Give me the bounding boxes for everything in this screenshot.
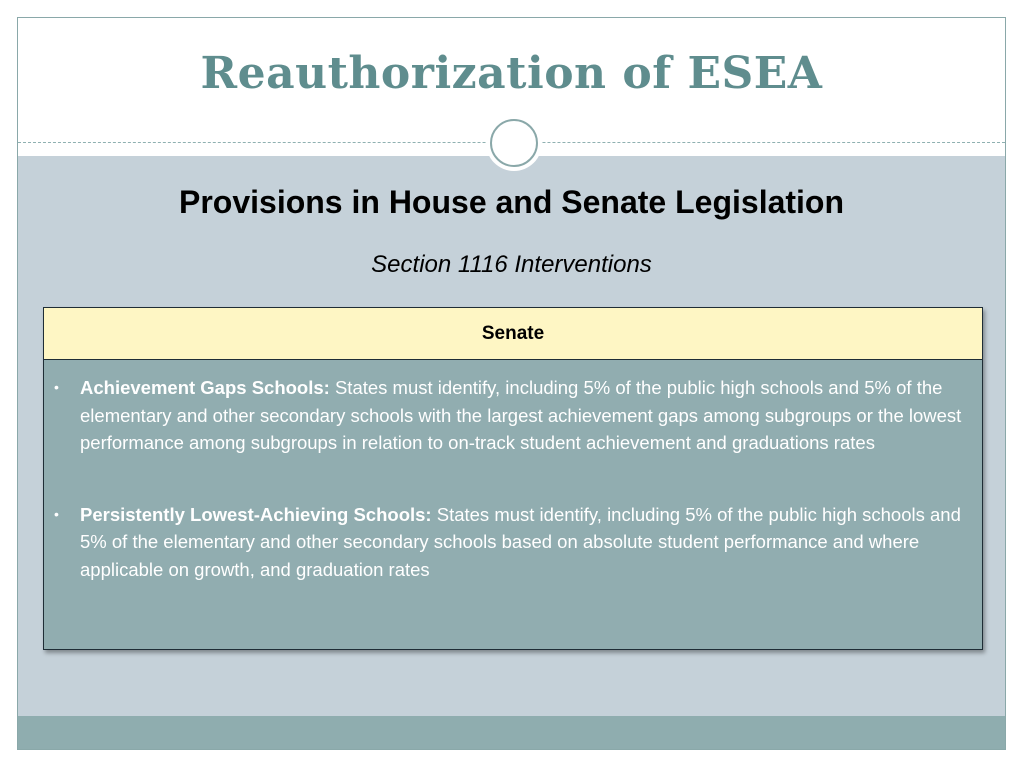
item-text: States must identify, including 5% of the public high schools and 5% of the elementary and other secondary schools based on absolute student performance and where applicable on growth, and graduation rates [80,503,961,580]
bullet-icon: • [54,379,59,395]
list-item [52,501,966,584]
table-header: Senate [44,308,982,360]
footer-band [18,716,1005,750]
item-label: Persistently Lowest-Achieving Schools: [80,503,432,525]
slide-title: Reauthorization of ESEA [200,48,823,99]
table-body [44,360,982,583]
list-item [52,374,966,457]
slide [17,17,1006,750]
item-label: Achievement Gaps Schools: [80,377,330,398]
double-ring-circle-icon [486,115,542,171]
item-text: States must identify, including 5% of the public high schools and 5% of the elementary and other secondary schools with the largest achievement gaps among subgroups or the lowest performance among subgroups in relation to on-track student achievement and graduations rates [80,377,962,453]
section-subheading: Section 1116 Interventions [371,251,652,278]
bullet-icon: • [54,505,59,522]
outer-ring [490,119,538,167]
senate-table [43,307,983,650]
section-heading: Provisions in House and Senate Legislation [178,184,845,220]
